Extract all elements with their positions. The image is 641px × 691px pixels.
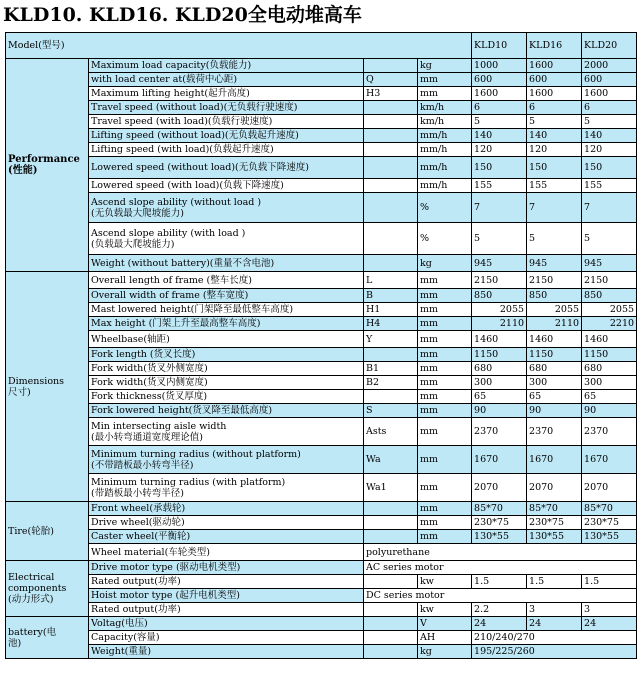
spec-value: 1460 xyxy=(472,331,527,348)
spec-value: 2070 xyxy=(472,474,527,502)
spec-value: 120 xyxy=(472,143,527,157)
spec-row xyxy=(6,73,637,87)
spec-row xyxy=(6,101,637,115)
spec-row xyxy=(6,404,637,418)
spec-value: 680 xyxy=(472,362,527,376)
spec-code: AC series motor xyxy=(364,561,637,575)
spec-value: 1670 xyxy=(472,446,527,474)
spec-unit: mm xyxy=(418,516,472,530)
spec-code: B xyxy=(364,289,418,303)
spec-value: 155 xyxy=(582,179,637,193)
spec-unit: mm xyxy=(418,348,472,362)
spec-label: Weight (without battery)(重量不含电池) xyxy=(89,255,364,272)
spec-row xyxy=(6,317,637,331)
section-label xyxy=(6,561,89,617)
spec-value: 1460 xyxy=(582,331,637,348)
spec-code: L xyxy=(364,272,418,289)
spec-row xyxy=(6,530,637,544)
spec-code xyxy=(364,129,418,143)
spec-label: Mast lowered height(门架降至最低整车高度) xyxy=(89,303,364,317)
spec-label: Capacity(容量) xyxy=(89,631,364,645)
spec-value: 2070 xyxy=(527,474,582,502)
spec-label: Fork width(货叉外侧宽度) xyxy=(89,362,364,376)
spec-unit: mm xyxy=(418,502,472,516)
header-row xyxy=(6,33,637,59)
spec-code xyxy=(364,516,418,530)
spec-unit: mm xyxy=(418,303,472,317)
spec-value: 2070 xyxy=(582,474,637,502)
section-name: Performance (性能) xyxy=(8,154,80,176)
spec-value: 2150 xyxy=(582,272,637,289)
spec-code xyxy=(364,603,418,617)
spec-unit: mm/h xyxy=(418,157,472,179)
section-name: Electrical components (动力形式) xyxy=(8,572,67,605)
spec-unit: mm xyxy=(418,390,472,404)
spec-row xyxy=(6,631,637,645)
spec-unit: mm xyxy=(418,331,472,348)
spec-code: Wa1 xyxy=(364,474,418,502)
spec-row xyxy=(6,157,637,179)
spec-value: 140 xyxy=(527,129,582,143)
spec-value: 1600 xyxy=(527,59,582,73)
spec-code xyxy=(364,575,418,589)
spec-unit: kg xyxy=(418,59,472,73)
spec-row xyxy=(6,179,637,193)
spec-value: 300 xyxy=(582,376,637,390)
spec-label: Overall width of frame (整车宽度) xyxy=(89,289,364,303)
spec-value: 1000 xyxy=(472,59,527,73)
spec-value: 150 xyxy=(527,157,582,179)
spec-value: 230*75 xyxy=(582,516,637,530)
spec-value: 155 xyxy=(527,179,582,193)
spec-value: 1.5 xyxy=(582,575,637,589)
spec-label: Front wheel(承载轮) xyxy=(89,502,364,516)
spec-code: S xyxy=(364,404,418,418)
spec-value: 85*70 xyxy=(582,502,637,516)
spec-code xyxy=(364,179,418,193)
spec-row xyxy=(6,59,637,73)
spec-value: 230*75 xyxy=(527,516,582,530)
spec-value: 5 xyxy=(472,115,527,129)
spec-value: 90 xyxy=(527,404,582,418)
spec-value: 300 xyxy=(472,376,527,390)
spec-value: 6 xyxy=(472,101,527,115)
spec-value: 140 xyxy=(472,129,527,143)
spec-value: 7 xyxy=(582,193,637,223)
spec-label: Drive wheel(驱动轮) xyxy=(89,516,364,530)
spec-unit: kg xyxy=(418,255,472,272)
spec-value: 150 xyxy=(472,157,527,179)
spec-value: 1150 xyxy=(472,348,527,362)
spec-value: 130*55 xyxy=(582,530,637,544)
spec-value: 2.2 xyxy=(472,603,527,617)
spec-value: 7 xyxy=(527,193,582,223)
spec-value: 1600 xyxy=(582,87,637,101)
spec-row xyxy=(6,303,637,317)
spec-row xyxy=(6,589,637,603)
spec-value: 1670 xyxy=(582,446,637,474)
spec-value: 5 xyxy=(527,223,582,255)
spec-value: 210/240/270 xyxy=(472,631,637,645)
spec-unit: mm xyxy=(418,474,472,502)
model-name: KLD16 xyxy=(527,33,582,59)
spec-row xyxy=(6,87,637,101)
spec-value: 65 xyxy=(472,390,527,404)
spec-table xyxy=(5,32,637,659)
spec-value: 3 xyxy=(582,603,637,617)
spec-row xyxy=(6,645,637,659)
spec-code xyxy=(364,530,418,544)
spec-value: 945 xyxy=(582,255,637,272)
spec-label: Ascend slope ability (without load ) (无负载最大爬坡能力) xyxy=(89,193,364,223)
spec-value: 2210 xyxy=(582,317,637,331)
spec-value: 1670 xyxy=(527,446,582,474)
spec-row xyxy=(6,289,637,303)
spec-row xyxy=(6,115,637,129)
spec-row xyxy=(6,255,637,272)
spec-row xyxy=(6,575,637,589)
spec-row xyxy=(6,348,637,362)
spec-value: 24 xyxy=(527,617,582,631)
spec-row xyxy=(6,516,637,530)
spec-unit: mm xyxy=(418,446,472,474)
spec-value: 2055 xyxy=(527,303,582,317)
spec-label: Fork width(货叉内侧宽度) xyxy=(89,376,364,390)
spec-unit: km/h xyxy=(418,115,472,129)
spec-value: 1150 xyxy=(527,348,582,362)
spec-row xyxy=(6,474,637,502)
spec-code xyxy=(364,502,418,516)
spec-unit: km/h xyxy=(418,101,472,115)
section-name: Tire(轮胎) xyxy=(8,525,54,537)
spec-value: 140 xyxy=(582,129,637,143)
spec-label: Travel speed (without load)(无负载行驶速度) xyxy=(89,101,364,115)
spec-value: 1600 xyxy=(527,87,582,101)
spec-value: 1600 xyxy=(472,87,527,101)
spec-value: 300 xyxy=(527,376,582,390)
spec-value: 850 xyxy=(472,289,527,303)
spec-value: 1.5 xyxy=(527,575,582,589)
spec-value: 6 xyxy=(582,101,637,115)
spec-row xyxy=(6,390,637,404)
spec-value: 130*55 xyxy=(472,530,527,544)
spec-value: 2370 xyxy=(582,418,637,446)
spec-label: Maximum load capacity(负载能力) xyxy=(89,59,364,73)
spec-unit: mm xyxy=(418,272,472,289)
spec-row xyxy=(6,544,637,561)
spec-label: Caster wheel(平衡轮) xyxy=(89,530,364,544)
spec-unit: % xyxy=(418,223,472,255)
spec-value: 1460 xyxy=(527,331,582,348)
spec-value: 230*75 xyxy=(472,516,527,530)
spec-label: Wheel material(车轮类型) xyxy=(89,544,364,561)
spec-label: Fork length (货叉长度) xyxy=(89,348,364,362)
spec-label: Weight(重量) xyxy=(89,645,364,659)
spec-unit: kw xyxy=(418,603,472,617)
spec-unit: mm xyxy=(418,404,472,418)
spec-code: Q xyxy=(364,73,418,87)
model-name: KLD20 xyxy=(582,33,637,59)
spec-code: H1 xyxy=(364,303,418,317)
spec-value: 2000 xyxy=(582,59,637,73)
spec-unit: mm xyxy=(418,289,472,303)
spec-value: 945 xyxy=(472,255,527,272)
spec-value: 85*70 xyxy=(527,502,582,516)
spec-code: H3 xyxy=(364,87,418,101)
spec-value: 155 xyxy=(472,179,527,193)
spec-code xyxy=(364,157,418,179)
spec-row xyxy=(6,502,637,516)
spec-value: 600 xyxy=(582,73,637,87)
spec-value: 7 xyxy=(472,193,527,223)
spec-label: Lowered speed (with load)(负载下降速度) xyxy=(89,179,364,193)
section-name: battery(电 池) xyxy=(8,626,57,649)
spec-label: Rated output(功率) xyxy=(89,603,364,617)
spec-label: Fork thickness(货叉厚度) xyxy=(89,390,364,404)
spec-value: 1.5 xyxy=(472,575,527,589)
spec-code: B2 xyxy=(364,376,418,390)
spec-unit: % xyxy=(418,193,472,223)
spec-label: Lowered speed (without load)(无负载下降速度) xyxy=(89,157,364,179)
spec-row xyxy=(6,561,637,575)
spec-code xyxy=(364,59,418,73)
spec-value: 5 xyxy=(527,115,582,129)
spec-value: 680 xyxy=(527,362,582,376)
spec-code: polyurethane xyxy=(364,544,637,561)
spec-label: Min intersecting aisle width (最小转弯通道宽度理论值) xyxy=(89,418,364,446)
spec-code xyxy=(364,255,418,272)
spec-unit: mm xyxy=(418,362,472,376)
spec-label: Ascend slope ability (with load ) (负载最大爬坡能力) xyxy=(89,223,364,255)
section-label xyxy=(6,272,89,502)
model-name: KLD10 xyxy=(472,33,527,59)
spec-value: 65 xyxy=(582,390,637,404)
spec-unit: mm xyxy=(418,317,472,331)
spec-code xyxy=(364,645,418,659)
spec-row xyxy=(6,193,637,223)
spec-value: 2110 xyxy=(472,317,527,331)
spec-label: Voltag(电压) xyxy=(89,617,364,631)
spec-value: 5 xyxy=(582,223,637,255)
section-label xyxy=(6,59,89,272)
spec-code xyxy=(364,143,418,157)
spec-value: 130*55 xyxy=(527,530,582,544)
spec-value: 5 xyxy=(582,115,637,129)
spec-code xyxy=(364,348,418,362)
spec-value: 2110 xyxy=(527,317,582,331)
spec-value: 24 xyxy=(582,617,637,631)
spec-unit: mm xyxy=(418,73,472,87)
spec-unit: mm xyxy=(418,376,472,390)
section-label xyxy=(6,502,89,561)
spec-code xyxy=(364,115,418,129)
spec-code xyxy=(364,101,418,115)
spec-code: B1 xyxy=(364,362,418,376)
model-label: Model(型号) xyxy=(6,33,472,59)
spec-row xyxy=(6,272,637,289)
spec-code: H4 xyxy=(364,317,418,331)
spec-code: Y xyxy=(364,331,418,348)
spec-label: Wheelbase(轴距) xyxy=(89,331,364,348)
spec-label: Rated output(功率) xyxy=(89,575,364,589)
spec-label: Minimum turning radius (with platform) (带踏板最小转弯半径) xyxy=(89,474,364,502)
spec-label: Travel speed (with load)(负载行驶速度) xyxy=(89,115,364,129)
spec-row xyxy=(6,143,637,157)
spec-label: Minimum turning radius (without platform) (不带踏板最小转弯半径) xyxy=(89,446,364,474)
spec-row xyxy=(6,617,637,631)
spec-code xyxy=(364,390,418,404)
spec-row xyxy=(6,362,637,376)
spec-label: Maximum lifting height(起升高度) xyxy=(89,87,364,101)
spec-unit: mm xyxy=(418,418,472,446)
spec-value: 65 xyxy=(527,390,582,404)
spec-value: 5 xyxy=(472,223,527,255)
spec-code: Asts xyxy=(364,418,418,446)
spec-value: 600 xyxy=(527,73,582,87)
spec-row xyxy=(6,603,637,617)
spec-value: 680 xyxy=(582,362,637,376)
spec-unit: mm xyxy=(418,530,472,544)
spec-value: 120 xyxy=(582,143,637,157)
spec-unit: mm xyxy=(418,87,472,101)
spec-label: Drive motor type (驱动电机类型) xyxy=(89,561,364,575)
spec-unit: kg xyxy=(418,645,472,659)
spec-code xyxy=(364,193,418,223)
spec-unit: V xyxy=(418,617,472,631)
spec-unit: mm/h xyxy=(418,129,472,143)
spec-value: 6 xyxy=(527,101,582,115)
spec-code: Wa xyxy=(364,446,418,474)
spec-unit: kw xyxy=(418,575,472,589)
spec-value: 2055 xyxy=(472,303,527,317)
spec-row xyxy=(6,331,637,348)
spec-label: Lifting speed (with load)(负载起升速度) xyxy=(89,143,364,157)
spec-unit: AH xyxy=(418,631,472,645)
spec-value: 120 xyxy=(527,143,582,157)
spec-code xyxy=(364,631,418,645)
spec-label: with load center at(载荷中心距) xyxy=(89,73,364,87)
spec-unit: mm/h xyxy=(418,179,472,193)
spec-label: Hoist motor type (起升电机类型) xyxy=(89,589,364,603)
spec-value: 1150 xyxy=(582,348,637,362)
spec-value: 90 xyxy=(472,404,527,418)
spec-label: Fork lowered height(货叉降至最低高度) xyxy=(89,404,364,418)
spec-value: 2370 xyxy=(472,418,527,446)
spec-label: Lifting speed (without load)(无负载起升速度) xyxy=(89,129,364,143)
spec-row xyxy=(6,446,637,474)
section-label xyxy=(6,617,89,659)
spec-label: Overall length of frame (整车长度) xyxy=(89,272,364,289)
spec-value: 2370 xyxy=(527,418,582,446)
spec-row xyxy=(6,418,637,446)
spec-row xyxy=(6,376,637,390)
spec-row xyxy=(6,223,637,255)
spec-value: 2055 xyxy=(582,303,637,317)
spec-table-body xyxy=(6,33,637,659)
spec-value: 600 xyxy=(472,73,527,87)
spec-value: 150 xyxy=(582,157,637,179)
spec-value: 945 xyxy=(527,255,582,272)
spec-value: 3 xyxy=(527,603,582,617)
spec-code xyxy=(364,223,418,255)
spec-unit: mm/h xyxy=(418,143,472,157)
spec-label: Max height (门架上升至最高整车高度) xyxy=(89,317,364,331)
spec-code: DC series motor xyxy=(364,589,637,603)
spec-value: 85*70 xyxy=(472,502,527,516)
page-title: KLD10. KLD16. KLD20全电动堆高车 xyxy=(3,4,362,26)
section-name: Dimensions 尺寸) xyxy=(8,375,65,398)
spec-value: 195/225/260 xyxy=(472,645,637,659)
spec-value: 2150 xyxy=(472,272,527,289)
spec-value: 24 xyxy=(472,617,527,631)
spec-value: 850 xyxy=(527,289,582,303)
spec-code xyxy=(364,617,418,631)
spec-row xyxy=(6,129,637,143)
spec-value: 90 xyxy=(582,404,637,418)
spec-value: 2150 xyxy=(527,272,582,289)
spec-value: 850 xyxy=(582,289,637,303)
